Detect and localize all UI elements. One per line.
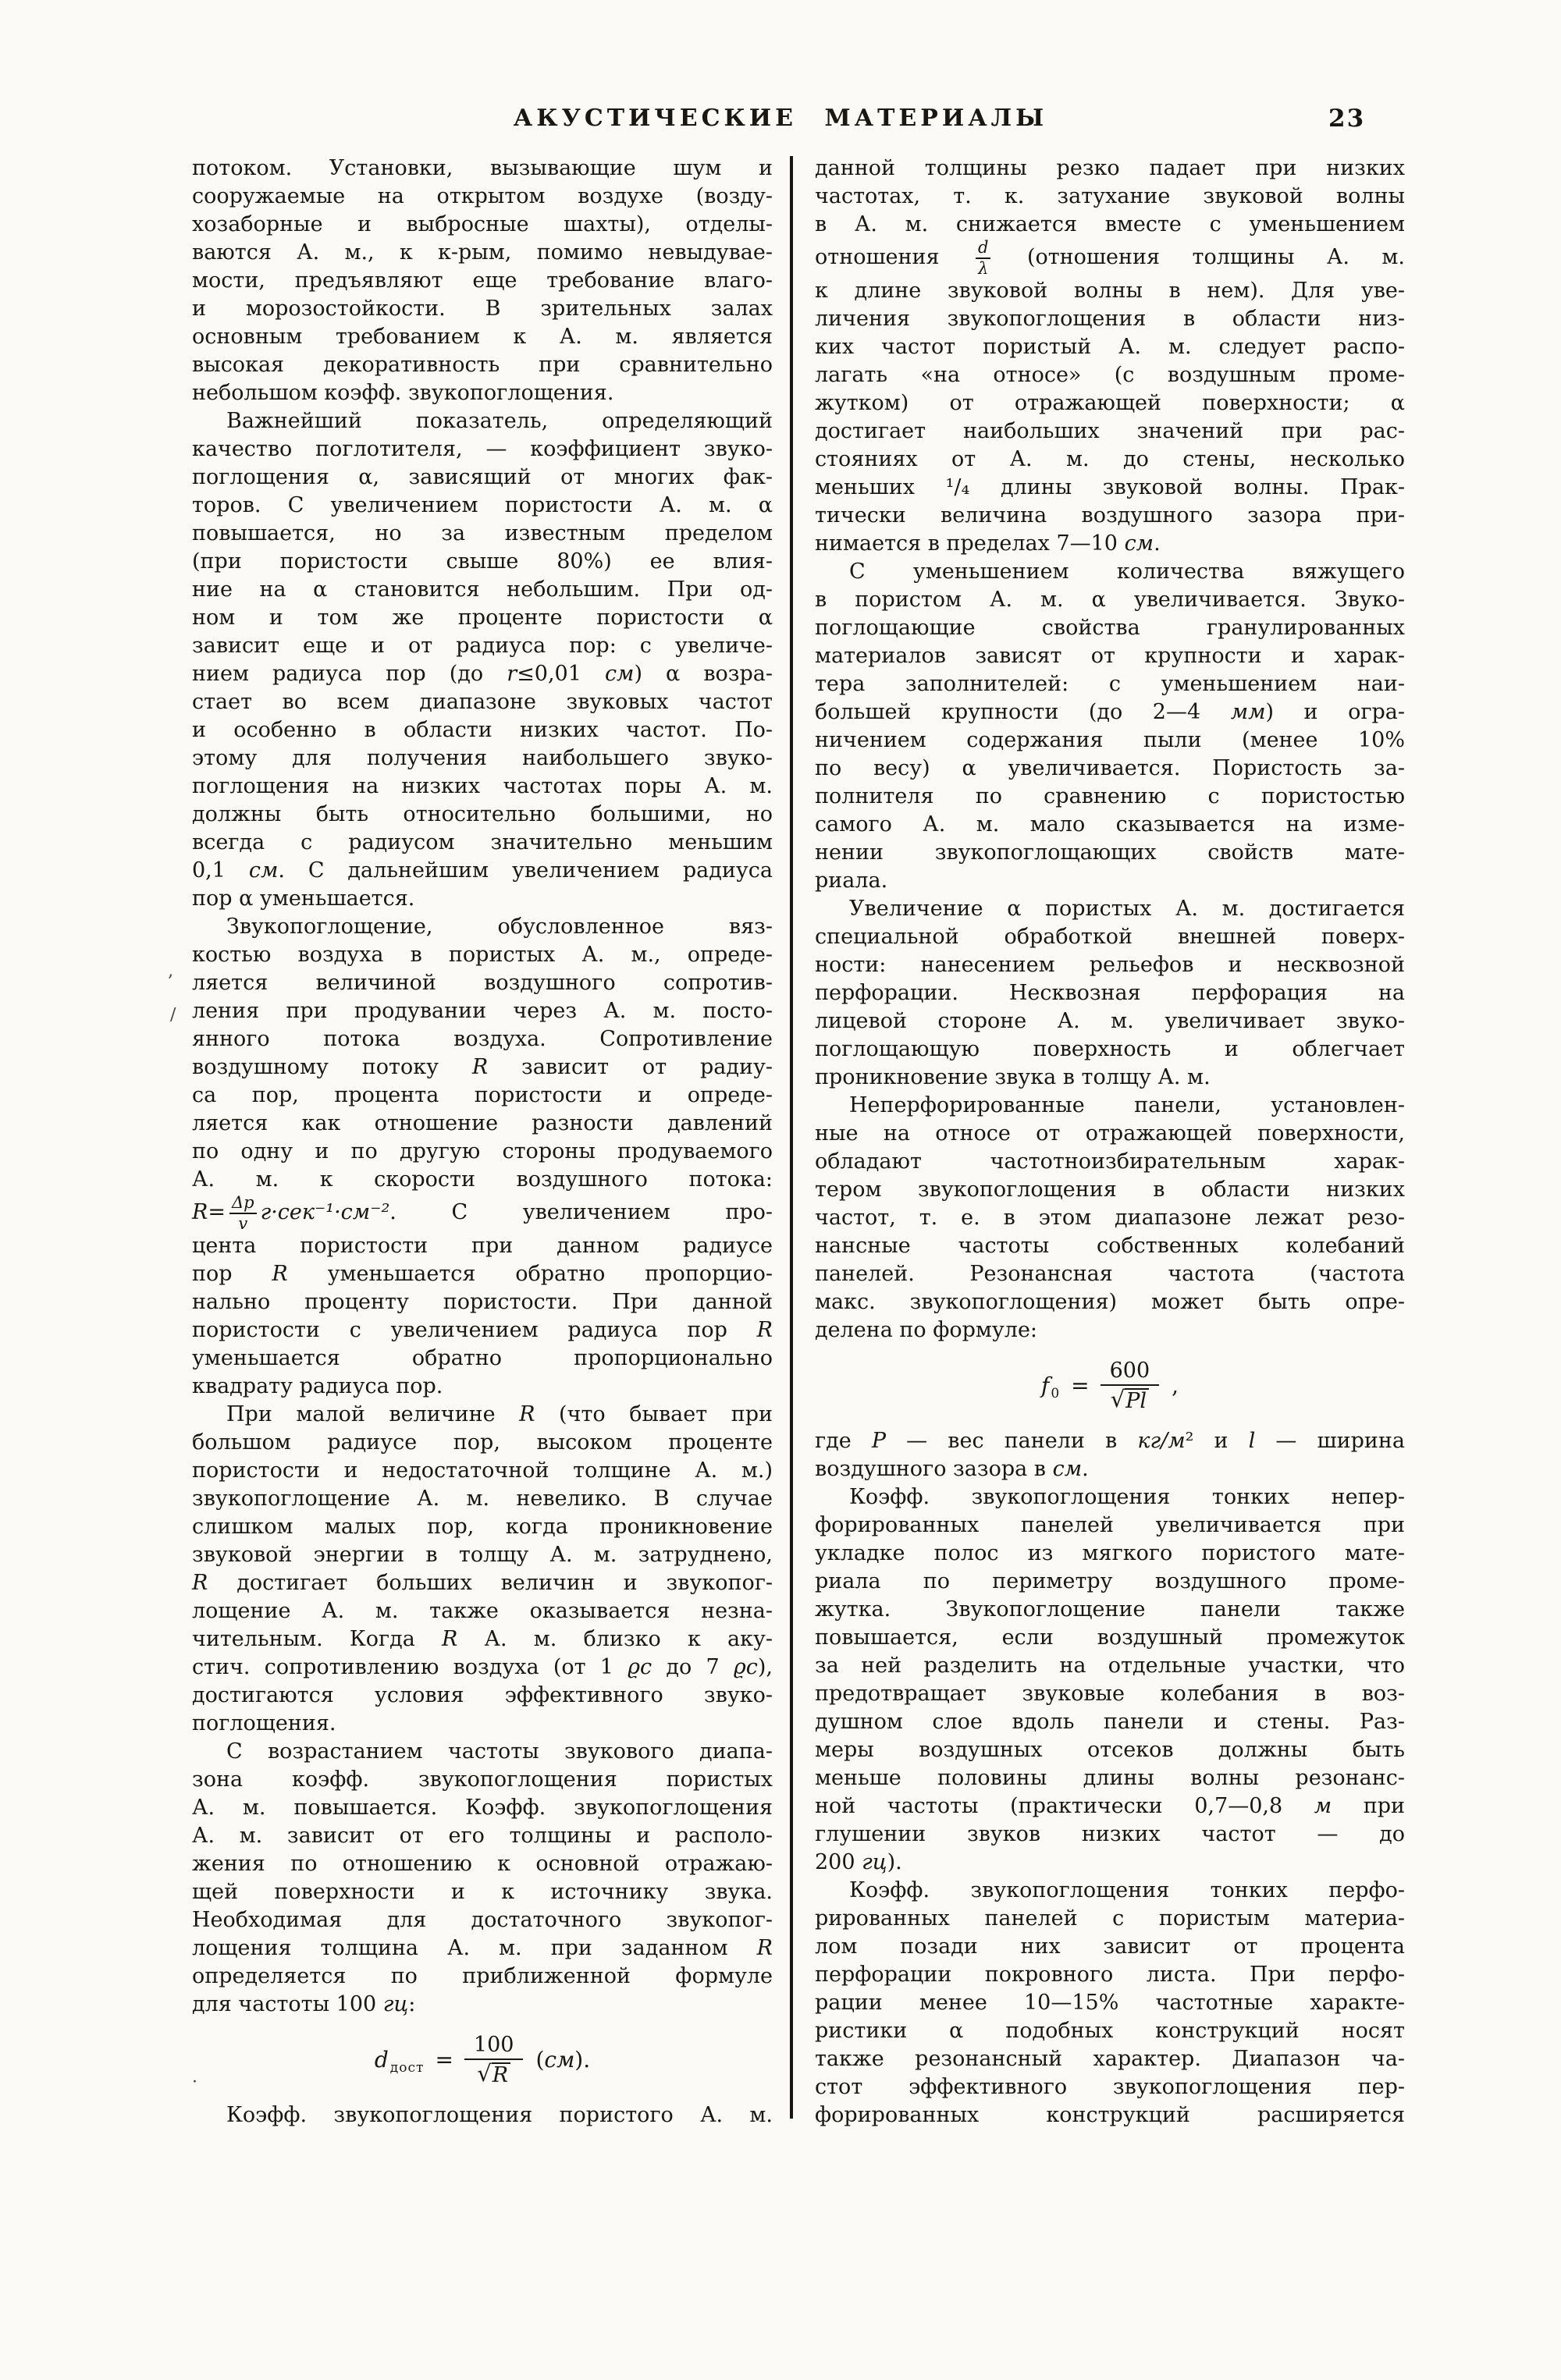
page-title: АКУСТИЧЕСКИЕ МАТЕРИАЛЫ — [513, 105, 1048, 132]
text-line: лощение А. м. также оказывается незна- — [192, 1599, 773, 1624]
text-line: делена по формуле: — [815, 1318, 1038, 1343]
text-line: этому для получения наибольшего звуко- — [192, 746, 773, 770]
text-line: R достигает больших величин и звукопог- — [192, 1571, 773, 1596]
text-line: самого А. м. мало сказывается на изме- — [815, 812, 1405, 837]
text-line: ные на относе от отражающей поверхности, — [815, 1121, 1405, 1146]
text-line: пористости и недостаточной толщине А. м.) — [192, 1458, 773, 1483]
text-line: по весу) α увеличивается. Пористость за- — [815, 756, 1405, 781]
right-column — [815, 155, 1405, 2130]
text-line: чительным. Когда R А. м. близко к аку- — [192, 1627, 773, 1652]
text-line: риала по периметру воздушного проме- — [815, 1569, 1405, 1594]
text-line: стот эффективного звукопоглощения пер- — [815, 2075, 1405, 2100]
text-line: нении звукопоглощающих свойств мате- — [815, 840, 1405, 865]
text-line: пор α уменьшается. — [192, 886, 415, 911]
text-line: меньших ¹/₄ длины звуковой волны. Прак- — [815, 475, 1405, 500]
margin-mark: · — [192, 2073, 197, 2092]
text-line: материалов зависят от крупности и харак- — [815, 644, 1405, 669]
text-line: (при пористости свыше 80%) ее влия- — [192, 549, 773, 574]
text-line: звукопоглощение А. м. невелико. В случае — [192, 1487, 773, 1511]
text-line: ной частоты (практически 0,7—0,8 м при — [815, 1794, 1405, 1819]
text-line: перфорации. Несквозная перфорация на — [815, 981, 1405, 1006]
text-line: меньше половины длины волны резонанс- — [815, 1766, 1405, 1791]
text-line: достигаются условия эффективного звуко- — [192, 1683, 773, 1708]
text-line: в пористом А. м. α увеличивается. Звуко- — [815, 588, 1405, 613]
text-line: нансные частоты собственных колебаний — [815, 1234, 1405, 1259]
text-line: Коэфф. звукопоглощения тонких непер- — [849, 1485, 1405, 1510]
text-line: торов. С увеличением пористости А. м. α — [192, 493, 773, 517]
text-line: нием радиуса пор (до r≤0,01 см) α возра- — [192, 662, 773, 686]
text-line: А. м. к скорости воздушного потока: — [192, 1167, 773, 1192]
text-line: ляется как отношение разности давлений — [192, 1111, 773, 1135]
text-line: где P — вес панели в кг/м² и l — ширина — [815, 1429, 1405, 1454]
text-line: мости, предъявляют еще требование влаго- — [192, 268, 773, 293]
text-line: основным требованием к А. м. является — [192, 325, 773, 349]
text-line: определяется по приближенной формуле — [192, 1964, 773, 1989]
text-line: жения по отношению к основной отражаю- — [192, 1852, 773, 1877]
text-line: поглощения α, зависящий от многих фак- — [192, 465, 773, 489]
text-line: проникновение звука в толщу А. м. — [815, 1065, 1211, 1090]
text-line: Звукопоглощение, обусловленное вяз- — [226, 915, 773, 939]
text-line: для частоты 100 гц: — [192, 1992, 416, 2017]
text-line: лицевой стороне А. м. увеличивает звуко- — [815, 1009, 1405, 1034]
text-line: Коэфф. звукопоглощения пористого А. м. — [226, 2103, 773, 2128]
text-line: воздушному потоку R зависит от радиу- — [192, 1055, 773, 1079]
text-line: пористости с увеличением радиуса пор R — [192, 1318, 773, 1343]
text-line: личения звукопоглощения в области низ- — [815, 307, 1405, 332]
text-line: повышается, но за известным пределом — [192, 521, 773, 545]
text-line: поглощения на низких частотах поры А. м. — [192, 774, 773, 798]
text-line: рации менее 10—15% частотные характе- — [815, 1991, 1405, 2016]
text-line: панелей. Резонансная частота (частота — [815, 1262, 1405, 1287]
left-column — [192, 155, 773, 2130]
text-line: лощения толщина А. м. при заданном R — [192, 1936, 773, 1961]
text-line: Важнейший показатель, определяющий — [226, 409, 773, 433]
text-line: лагать «на относе» (с воздушным проме- — [815, 363, 1405, 388]
text-line: Коэфф. звукопоглощения тонких перфо- — [849, 1878, 1405, 1903]
text-line: Необходимая для достаточного звукопог- — [192, 1908, 773, 1933]
text-line: макс. звукопоглощения) может быть опре- — [815, 1290, 1405, 1315]
text-line: 200 гц). — [815, 1850, 902, 1875]
text-line: нально проценту пористости. При данной — [192, 1290, 773, 1315]
text-line: звуковой энергии в толщу А. м. затруднено, — [192, 1543, 773, 1568]
text-line: поглощения. — [192, 1711, 336, 1736]
text-line: Неперфорированные панели, установлен- — [849, 1093, 1405, 1118]
text-line: качество поглотителя, — коэффициент звуко- — [192, 437, 773, 461]
text-line: костью воздуха в пористых А. м., опреде- — [192, 943, 773, 967]
text-line: щей поверхности и к источнику звука. — [192, 1880, 773, 1905]
text-line: тически величина воздушного зазора при- — [815, 503, 1405, 528]
text-line: форированных панелей увеличивается при — [815, 1513, 1405, 1538]
text-line: перфорации покровного листа. При перфо- — [815, 1963, 1405, 1987]
text-line: в А. м. снижается вместе с уменьшением — [815, 212, 1405, 236]
text-line: предотвращает звуковые колебания в воз- — [815, 1682, 1405, 1707]
text-line: всегда с радиусом значительно меньшим — [192, 830, 773, 854]
text-line: А. м. зависит от его толщины и располо- — [192, 1824, 773, 1849]
text-line: и морозостойкости. В зрительных залах — [192, 297, 773, 321]
text-line: При малой величине R (что бывает при — [226, 1402, 773, 1427]
text-line: зона коэфф. звукопоглощения пористых — [192, 1767, 773, 1792]
text-line: данной толщины резко падает при низких — [815, 156, 1405, 180]
text-line: 0,1 см. С дальнейшим увеличением радиуса — [192, 858, 773, 883]
text-line-formula-r: R= $\frac{\Delta p}{v}$ г·сек⁻¹·см⁻². С увеличением про- — [192, 1193, 773, 1233]
text-line: повышается, если воздушный промежуток — [815, 1625, 1405, 1650]
text-line: высокая декоративность при сравнительно — [192, 353, 773, 377]
text-line: ничением содержания пыли (менее 10% — [815, 728, 1405, 753]
text-line: зависит еще и от радиуса пор: с увеличе- — [192, 634, 773, 658]
margin-mark: ∕ — [170, 1005, 176, 1025]
text-line: воздушного зазора в см. — [815, 1457, 1089, 1482]
text-line: пор R уменьшается обратно пропорцио- — [192, 1262, 773, 1287]
text-line: поглощающие свойства гранулированных — [815, 616, 1405, 641]
text-line: поглощающую поверхность и облегчает — [815, 1037, 1405, 1062]
text-line: и особенно в области низких частот. По- — [192, 718, 773, 742]
formula-f0: f 0 = 600 √ Pl , — [1040, 1358, 1179, 1413]
text-line: риала. — [815, 869, 888, 893]
text-line: специальной обработкой внешней поверх- — [815, 925, 1405, 950]
text-line: жутка. Звукопоглощение панели также — [815, 1597, 1405, 1622]
text-line: стояниях от А. м. до стены, несколько — [815, 447, 1405, 472]
text-line: лом позади них зависит от процента — [815, 1934, 1405, 1959]
text-line: С возрастанием частоты звукового диапа- — [226, 1739, 773, 1764]
text-line: сооружаемые на открытом воздухе (возду- — [192, 184, 773, 208]
text-line: стает во всем диапазоне звуковых частот — [192, 690, 773, 714]
formula-d-dost: d дост = 100 √ R (см). — [374, 2032, 591, 2087]
text-line: ристики α подобных конструкций носят — [815, 2019, 1405, 2044]
text-line: глушении звуков низких частот — до — [815, 1822, 1405, 1847]
text-line: тером звукопоглощения в области низких — [815, 1178, 1405, 1202]
text-line: са пор, процента пористости и опреде- — [192, 1083, 773, 1107]
text-line: укладке полос из мягкого пористого мате- — [815, 1541, 1405, 1566]
text-line: жутком) от отражающей поверхности; α — [815, 391, 1405, 416]
page-number: 23 — [1328, 105, 1366, 133]
text-line: нимается в пределах 7—10 см. — [815, 531, 1161, 556]
text-line: также резонансный характер. Диапазон ча- — [815, 2047, 1405, 2072]
text-line: обладают частотноизбирательным харак- — [815, 1149, 1405, 1174]
text-line: достигает наибольших значений при рас- — [815, 419, 1405, 444]
margin-mark: ‚ — [168, 961, 173, 981]
text-line: ности: нанесением рельефов и несквозной — [815, 953, 1405, 978]
text-line: частот, т. е. в этом диапазоне лежат резо- — [815, 1206, 1405, 1231]
text-line: небольшом коэфф. звукопоглощения. — [192, 381, 614, 405]
text-line: ваются А. м., к к-рым, помимо невыдувае- — [192, 240, 773, 265]
text-line: хозаборные и выбросные шахты), отделы- — [192, 212, 773, 236]
text-line: потоком. Установки, вызывающие шум и — [192, 156, 773, 180]
text-line: тера заполнителей: с уменьшением наи- — [815, 672, 1405, 697]
text-line: большом радиусе пор, высоком проценте — [192, 1430, 773, 1455]
text-line: частотах, т. к. затухание звуковой волны — [815, 184, 1405, 208]
text-line: за ней разделить на отдельные участки, что — [815, 1654, 1405, 1678]
text-line: слишком малых пор, когда проникновение — [192, 1515, 773, 1540]
text-line: полнителя по сравнению с пористостью — [815, 784, 1405, 809]
text-line: должны быть относительно большими, но — [192, 802, 773, 826]
text-line: С уменьшением количества вяжущего — [849, 559, 1405, 584]
text-line: меры воздушных отсеков должны быть — [815, 1738, 1405, 1763]
text-line: по одну и по другую стороны продуваемого — [192, 1139, 773, 1163]
text-line: рированных панелей с пористым материа- — [815, 1906, 1405, 1931]
column-divider — [790, 156, 793, 2119]
text-line: ние на α становится небольшим. При од- — [192, 577, 773, 602]
text-line: большей крупности (до 2—4 мм) и огра- — [815, 700, 1405, 725]
text-line: цента пористости при данном радиусе — [192, 1234, 773, 1259]
text-line: ления при продувании через А. м. посто- — [192, 999, 773, 1023]
text-line: янного потока воздуха. Сопротивление — [192, 1027, 773, 1051]
text-line: ном и том же проценте пористости α — [192, 606, 773, 630]
text-line: к длине звуковой волны в нем). Для уве- — [815, 279, 1405, 304]
text-line: уменьшается обратно пропорционально — [192, 1346, 773, 1371]
text-line: ких частот пористый А. м. следует распо- — [815, 335, 1405, 360]
text-line: стич. сопротивлению воздуха (от 1 ϱс до 7 ϱс), — [192, 1655, 773, 1680]
text-line: форированных конструкций расширяется — [815, 2103, 1405, 2128]
text-line: Увеличение α пористых А. м. достигается — [849, 897, 1405, 922]
text-line: ляется величиной воздушного сопротив- — [192, 971, 773, 995]
text-line: душном слое вдоль панели и стены. Раз- — [815, 1710, 1405, 1735]
text-line: квадрату радиуса пор. — [192, 1374, 443, 1399]
text-line-formula-dlambda: отношения $\frac{d}{\lambda}$ (отношения толщины А. м. — [815, 238, 1405, 278]
text-line: А. м. повышается. Коэфф. звукопоглощения — [192, 1796, 773, 1821]
